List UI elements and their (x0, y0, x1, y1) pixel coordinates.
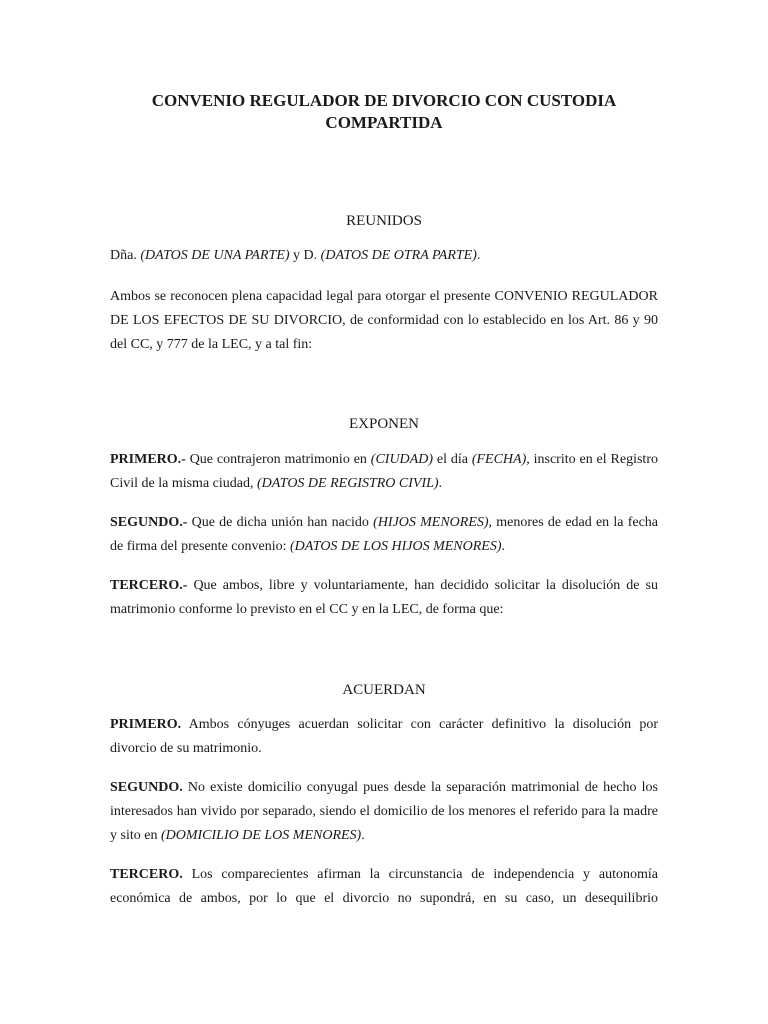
placeholder-ciudad: (CIUDAD) (370, 452, 433, 467)
acuerdan-primero-label: PRIMERO. (110, 717, 182, 732)
placeholder-party-2: (DATOS DE OTRA PARTE) (320, 248, 477, 263)
parties-connector: y D. (289, 248, 321, 263)
acuerdan-tercero-text-1: Los comparecientes afirman la circunstancia de independencia y autonomía económica de ambos, por lo que el divorcio no supondrá, en su caso, un desequilibrio (110, 867, 658, 906)
exponen-primero-text-1: Que contrajeron matrimonio en (185, 452, 371, 467)
exponen-segundo-label: SEGUNDO.- (110, 515, 188, 530)
exponen-tercero-label: TERCERO.- (110, 578, 188, 593)
acuerdan-segundo-text-1: No existe domicilio conyugal pues desde la separación matrimonial de hecho los interesados han vivido por separado, siendo el domicilio de los menores el referido para la madre y sito en (110, 780, 658, 843)
exponen-segundo-text-1: Que de dicha unión han nacido (187, 515, 374, 530)
exponen-primero-paragraph (110, 448, 658, 496)
exponen-tercero-paragraph (110, 574, 658, 622)
document-title-line-1: CONVENIO REGULADOR DE DIVORCIO CON CUSTODIA (151, 91, 617, 110)
acuerdan-primero-paragraph (110, 713, 658, 761)
acuerdan-tercero-label: TERCERO. (110, 867, 183, 882)
exponen-tercero-text-1: Que ambos, libre y voluntariamente, han decidido solicitar la disolución de su matrimonio conforme lo previsto en el CC y en la LEC, de forma que: (110, 578, 658, 617)
placeholder-domicilio-menores: (DOMICILIO DE LOS MENORES) (160, 828, 362, 843)
document-title (110, 90, 658, 134)
document-title-line-2: COMPARTIDA (325, 113, 443, 132)
exponen-segundo-text-3: . (501, 539, 506, 554)
acuerdan-tercero-paragraph (110, 863, 658, 911)
acuerdan-segundo-label: SEGUNDO. (110, 780, 183, 795)
placeholder-registro-civil: (DATOS DE REGISTRO CIVIL) (256, 476, 439, 491)
acuerdan-primero-text-1: Ambos cónyuges acuerdan solicitar con carácter definitivo la disolución por divorcio de su matrimonio. (110, 717, 658, 756)
exponen-primero-text-4: . (438, 476, 443, 491)
placeholder-datos-hijos: (DATOS DE LOS HIJOS MENORES) (289, 539, 502, 554)
section-heading-acuerdan: ACUERDAN (342, 682, 426, 698)
acuerdan-segundo-text-2: . (361, 828, 365, 843)
placeholder-hijos-menores: (HIJOS MENORES), (373, 515, 493, 530)
parties-prefix: Dña. (110, 248, 141, 263)
exponen-primero-text-2: el día (433, 452, 472, 467)
acuerdan-segundo-paragraph (110, 776, 658, 848)
parties-suffix: . (476, 248, 481, 263)
section-heading-reunidos: REUNIDOS (346, 213, 422, 229)
section-heading-exponen: EXPONEN (349, 416, 419, 432)
exponen-primero-text-3: inscrito en el Registro Civil de la misma ciudad, (110, 452, 658, 491)
placeholder-fecha: (FECHA), (471, 452, 530, 467)
exponen-segundo-paragraph (110, 511, 658, 559)
document-page (110, 0, 658, 1024)
exponen-segundo-text-2: menores de edad en la fecha de firma del presente convenio: (110, 515, 659, 554)
parties-paragraph (110, 244, 658, 268)
capacity-paragraph: Ambos se reconocen plena capacidad legal para otorgar el presente CONVENIO REGULADOR DE LOS EFECTOS DE SU DIVORCIO, de conformidad con lo establecido en los Art. 86 y 90 del CC, y 777 de la LEC, y a tal fin: (110, 289, 658, 352)
exponen-primero-label: PRIMERO.- (110, 452, 186, 467)
placeholder-party-1: (DATOS DE UNA PARTE) (140, 248, 290, 263)
